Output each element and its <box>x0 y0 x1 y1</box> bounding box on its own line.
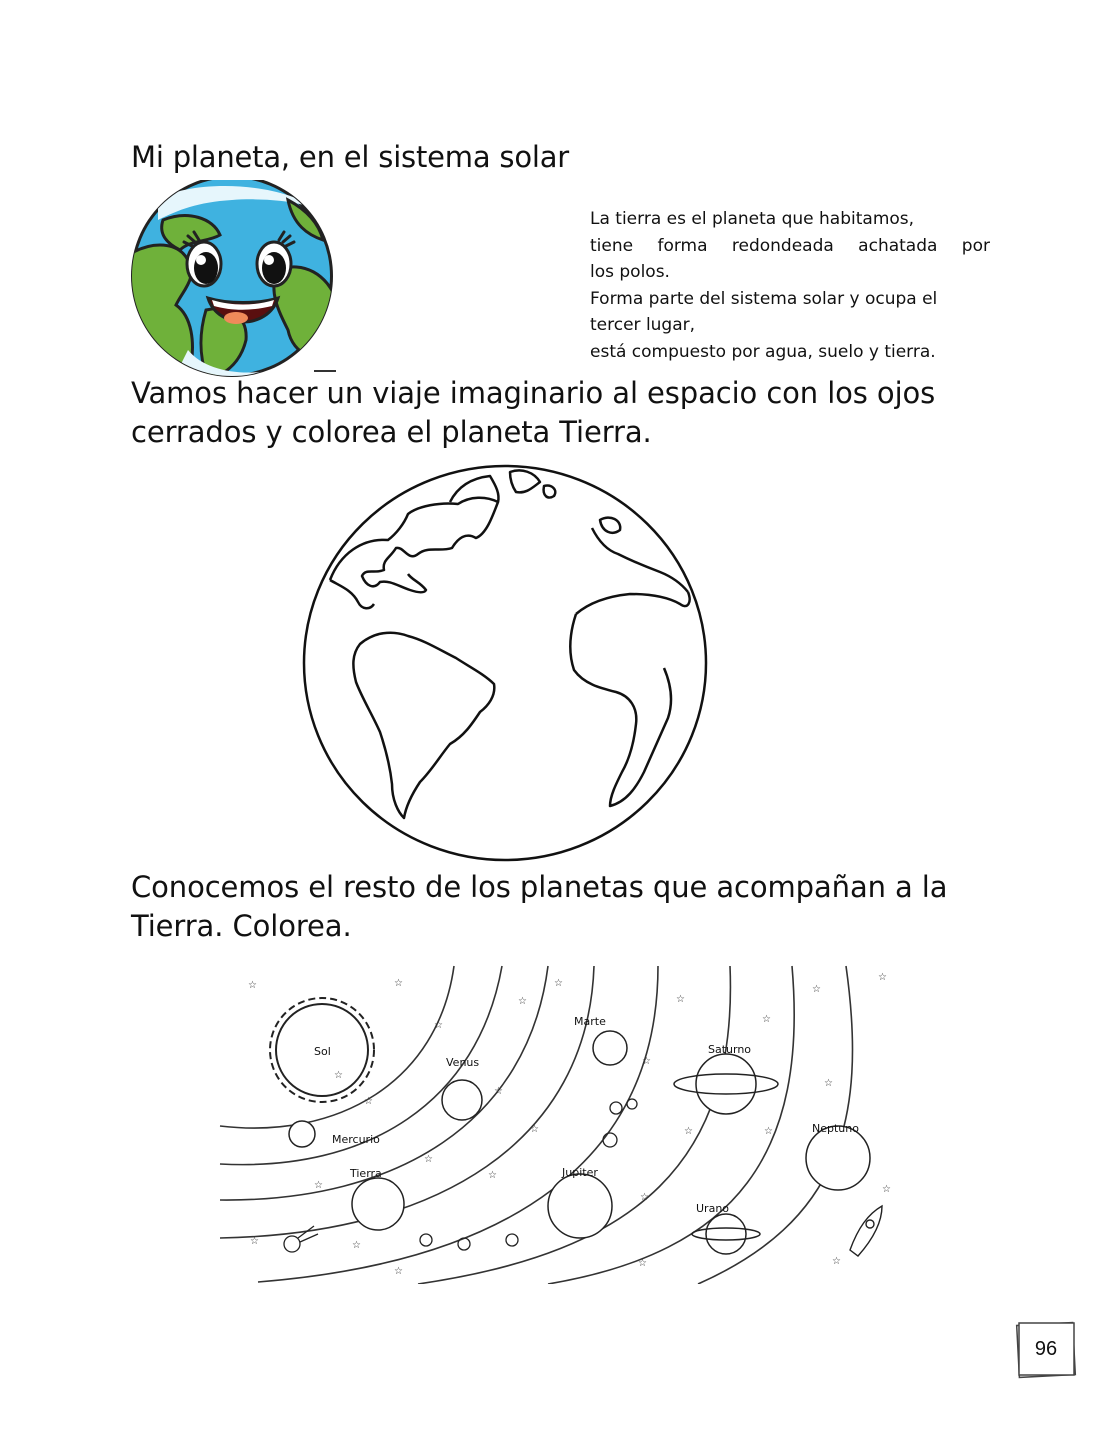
planet-label: Venus <box>446 1056 480 1069</box>
instruction-line: cerrados y colorea el planeta Tierra. <box>131 415 652 449</box>
neptune-icon <box>806 1126 870 1190</box>
uranus-icon <box>706 1214 746 1254</box>
svg-text:☆: ☆ <box>334 1070 343 1081</box>
divider <box>314 370 336 372</box>
sun-label: Sol <box>314 1045 331 1058</box>
svg-text:☆: ☆ <box>832 1256 841 1267</box>
planet-label: Urano <box>696 1202 730 1215</box>
svg-text:☆: ☆ <box>530 1124 539 1135</box>
svg-text:☆: ☆ <box>642 1056 651 1067</box>
mercury-icon <box>289 1121 315 1147</box>
svg-text:☆: ☆ <box>394 978 403 989</box>
saturn-icon <box>696 1054 756 1114</box>
svg-text:☆: ☆ <box>364 1096 373 1107</box>
venus-icon <box>442 1080 482 1120</box>
svg-text:☆: ☆ <box>878 972 887 983</box>
planet-label: Tierra <box>350 1167 382 1180</box>
svg-text:☆: ☆ <box>824 1078 833 1089</box>
planet-label: Mercurio <box>332 1133 380 1146</box>
instruction-line: Vamos hacer un viaje imaginario al espacio con los ojos <box>131 376 936 410</box>
instruction-color-planets <box>131 868 947 946</box>
svg-text:☆: ☆ <box>640 1192 649 1203</box>
planet-label: Jupiter <box>562 1166 598 1179</box>
jupiter-icon <box>548 1174 612 1238</box>
smiling-earth-illustration <box>128 180 338 380</box>
planet-label: Marte <box>574 1015 606 1028</box>
instruction-color-earth <box>131 374 935 452</box>
svg-text:☆: ☆ <box>314 1180 323 1191</box>
svg-text:☆: ☆ <box>554 978 563 989</box>
earth-description <box>590 206 990 365</box>
svg-text:☆: ☆ <box>762 1014 771 1025</box>
earth-small-icon <box>352 1178 404 1230</box>
info-line: Forma parte del sistema solar y ocupa el <box>590 288 938 309</box>
orbit-line <box>220 966 548 1200</box>
svg-text:☆: ☆ <box>488 1170 497 1181</box>
instruction-line: Tierra. Colorea. <box>131 909 352 943</box>
info-line: los polos. <box>590 262 670 282</box>
svg-text:☆: ☆ <box>676 994 685 1005</box>
earth-coloring-outline <box>300 462 710 864</box>
page-title: Mi planeta, en el sistema solar <box>131 140 570 174</box>
info-line: está compuesto por agua, suelo y tierra. <box>590 341 936 362</box>
planet-label: Saturno <box>708 1043 752 1056</box>
rocket-icon <box>850 1206 882 1256</box>
svg-text:☆: ☆ <box>394 1266 403 1277</box>
svg-text:☆: ☆ <box>882 1184 891 1195</box>
instruction-line: Conocemos el resto de los planetas que acompañan a la <box>131 870 948 904</box>
info-line: La tierra es el planeta que habitamos, <box>590 209 915 229</box>
svg-text:☆: ☆ <box>684 1126 693 1137</box>
planet-label: Neptuno <box>812 1122 859 1135</box>
svg-text:☆: ☆ <box>424 1154 433 1165</box>
svg-text:☆: ☆ <box>638 1258 647 1269</box>
svg-text:☆: ☆ <box>764 1126 773 1137</box>
page-number-box <box>1013 1318 1079 1380</box>
page-number: 96 <box>1034 1338 1058 1360</box>
mars-icon <box>593 1031 627 1065</box>
svg-text:☆: ☆ <box>434 1020 443 1031</box>
svg-text:☆: ☆ <box>494 1086 503 1097</box>
svg-text:☆: ☆ <box>250 1236 259 1247</box>
info-line: tiene forma redondeada achatada por <box>590 235 990 256</box>
svg-text:☆: ☆ <box>518 996 527 1007</box>
svg-text:☆: ☆ <box>248 980 257 991</box>
solar-system-coloring <box>218 962 912 1284</box>
svg-text:☆: ☆ <box>352 1240 361 1251</box>
info-line: tercer lugar, <box>590 315 696 335</box>
svg-text:☆: ☆ <box>812 984 821 995</box>
